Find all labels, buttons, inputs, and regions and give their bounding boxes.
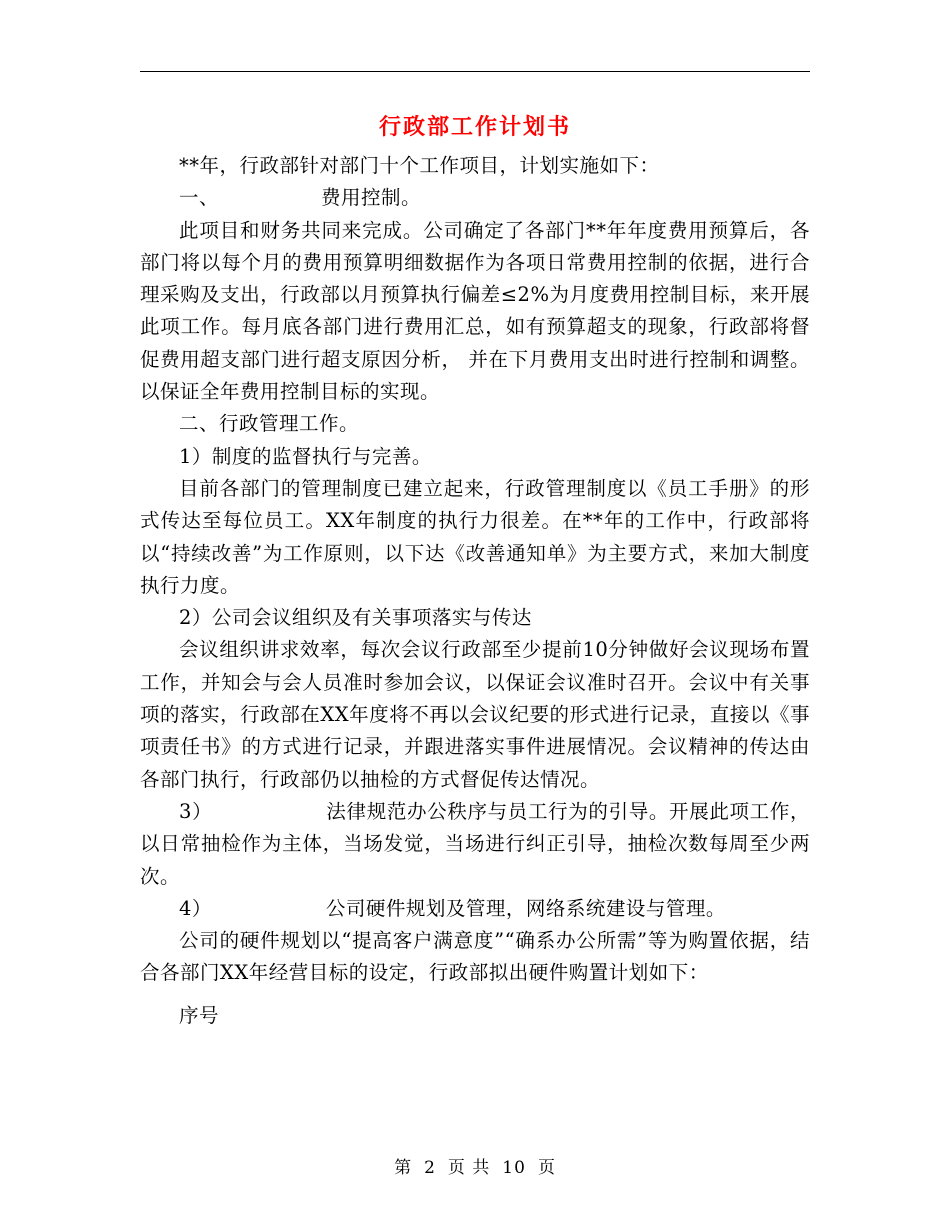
- item-number: 4）: [179, 896, 212, 920]
- subheading-meetings: 2）公司会议组织及有关事项落实与传达: [179, 606, 532, 630]
- footer-mid: 页 共: [447, 1158, 491, 1178]
- footer-prefix: 第: [394, 1158, 413, 1178]
- paragraph-meetings: 会议组织讲求效率，每次会议行政部至少提前10分钟做好会议现场布置工作，并知会与会人员准时参加会议，以保证会议准时召开。会议中有关事项的落实，行政部在XX年度将不再以会议纪要的形式进行记录，直接以《事项责任书》的方式进行记录，并跟进落实事件进展情况。会议精神的传达由各部门执行，行政部仍以抽检的方式督促传达情况。: [140, 638, 810, 791]
- heading-expense-control: [140, 182, 810, 214]
- paragraph-expense: 此项目和财务共同来完成。公司确定了各部门**年年度费用预算后，各部门将以每个月的费用预算明细数据作为各项日常费用控制的依据，进行合理采购及支出，行政部以月预算执行偏差≤2%为月度费用控制目标，来开展此项工作。每月底各部门进行费用汇总，如有预算超支的现象，行政部将督促费用超支部门进行超支原因分析， 并在下月费用支出时进行控制和调整。以保证全年费用控制目标的实现。: [140, 218, 810, 404]
- header-rule: [140, 71, 810, 72]
- item-number: 3）: [179, 799, 213, 823]
- paragraph-regulations: 目前各部门的管理制度已建立起来，行政管理制度以《员工手册》的形式传达至每位员工。XX年制度的执行力很差。在**年的工作中，行政部将以“持续改善”为工作原则，以下达《改善通知单》为主要方式，来加大制度执行力度。: [140, 476, 810, 597]
- paragraph-conduct: [140, 796, 810, 893]
- item-text: 法律规范办公秩序与员工行为的引导。开展此项工作，以日常抽检作为主体，当场发觉，当场进行纠正引导，抽检次数每周至少两次。: [140, 799, 810, 888]
- footer-suffix: 页: [537, 1158, 556, 1178]
- heading-number: 一、: [179, 186, 220, 210]
- document-body: [140, 150, 810, 1032]
- item-text: 公司硬件规划及管理，网络系统建设与管理。: [325, 896, 726, 920]
- paragraph-intro: **年，行政部针对部门十个工作项目，计划实施如下：: [179, 154, 660, 177]
- paragraph-hardware-heading: [140, 893, 810, 925]
- heading-admin-management: 二、行政管理工作。: [179, 412, 360, 436]
- document-title: 行政部工作计划书: [378, 114, 571, 140]
- heading-text: 费用控制。: [321, 186, 422, 210]
- footer-total-pages: 10: [502, 1158, 526, 1178]
- footer-page-number: 2: [424, 1158, 436, 1178]
- subheading-regulations: 1）制度的监督执行与完善。: [179, 444, 432, 468]
- page-footer: [0, 1153, 950, 1178]
- table-header-serial: 序号: [179, 1003, 220, 1027]
- paragraph-hardware: 公司的硬件规划以“提高客户满意度”“确系办公所需”等为购置依据，结合各部门XX年经营目标的设定，行政部拟出硬件购置计划如下：: [140, 929, 810, 985]
